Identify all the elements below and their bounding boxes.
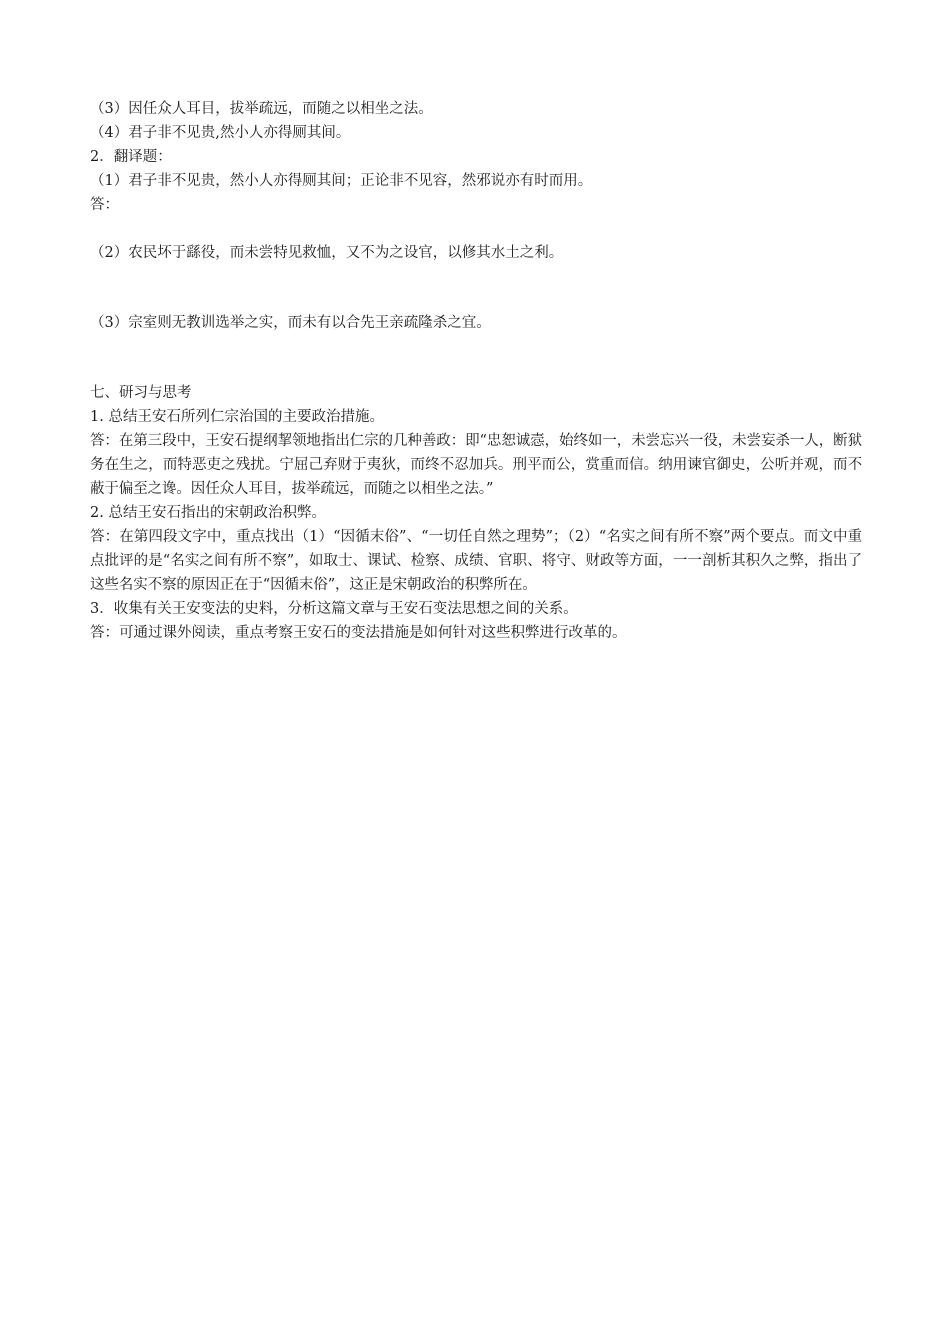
study-question-2: 2. 总结王安石指出的宋朝政治积弊。 <box>90 505 326 521</box>
translation-question-2: （2）农民坏于繇役，而未尝特见救恤，又不为之设官，以修其水土之利。 <box>90 245 564 261</box>
translation-question-3: （3）宗室则无教训选举之实，而未有以合先王亲疏隆杀之宜。 <box>90 315 491 331</box>
answer-space <box>90 265 862 311</box>
translation-heading: 2．翻译题： <box>90 149 172 165</box>
document-page <box>90 97 862 645</box>
answer-label: 答： <box>90 197 119 213</box>
exercise-item-4: （4）君子非不见贵,然小人亦得厕其间。 <box>90 125 351 141</box>
study-answer-2: 答：在第四段文字中，重点找出（1）“因循末俗”、“一切任自然之理势”；（2）“名实之间有所不察”两个要点。而文中重点批评的是“名实之间有所不察”，如取士、课试、检察、成绩、官职、将守、财政等方面，一一剖析其积久之弊，指出了这些名实不察的原因正在于“因循末俗”，这正是宋朝政治的积弊所在。 <box>90 529 862 593</box>
section-heading: 七、研习与思考 <box>90 385 192 401</box>
study-answer-3: 答：可通过课外阅读，重点考察王安石的变法措施是如何针对这些积弊进行改革的。 <box>90 625 627 641</box>
exercise-item-3: （3）因任众人耳目，拔举疏远，而随之以相坐之法。 <box>90 101 433 117</box>
translation-question-1: （1）君子非不见贵，然小人亦得厕其间；正论非不见容，然邪说亦有时而用。 <box>90 173 593 189</box>
answer-space <box>90 335 862 381</box>
answer-space <box>90 217 862 241</box>
study-answer-1: 答：在第三段中，王安石提纲挈领地指出仁宗的几种善政：即“忠恕诚悫，始终如一，未尝忘兴一役，未尝妄杀一人，断狱务在生之，而特恶吏之残扰。宁屈己弃财于夷狄，而终不忍加兵。刑平而公，赏重而信。纳用谏官御史，公听并观，而不蔽于偏至之谗。因任众人耳目，拔举疏远，而随之以相坐之法。” <box>90 433 862 497</box>
study-question-3: 3．收集有关王安变法的史料，分析这篇文章与王安石变法思想之间的关系。 <box>90 601 578 617</box>
study-question-1: 1. 总结王安石所列仁宗治国的主要政治措施。 <box>90 409 384 425</box>
